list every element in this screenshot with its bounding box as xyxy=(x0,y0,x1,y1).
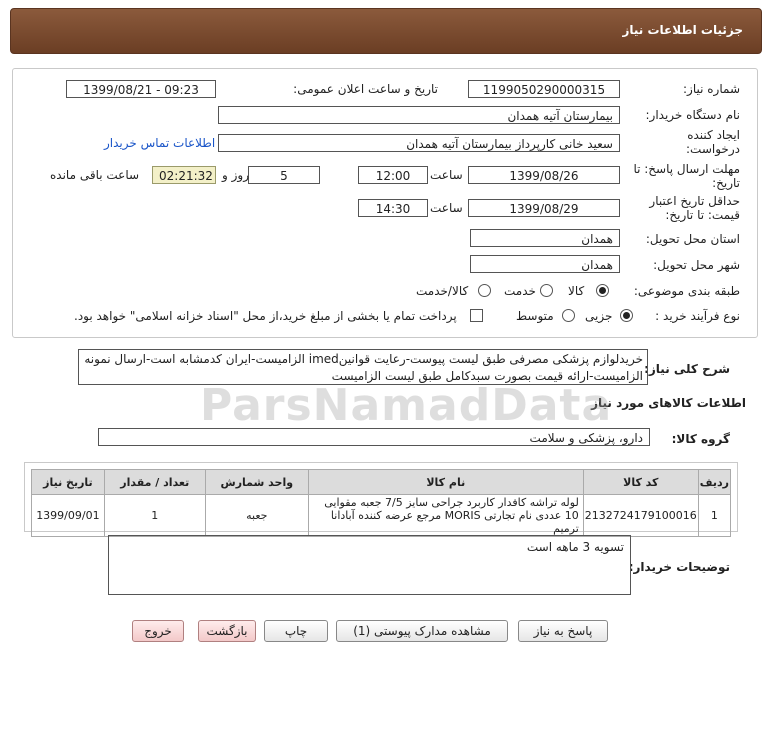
need-number-field: 1199050290000315 xyxy=(468,80,620,98)
back-button[interactable]: بازگشت xyxy=(198,620,256,642)
category-option-goods-service: کالا/خدمت xyxy=(416,284,469,298)
announce-field: 1399/08/21 - 09:23 xyxy=(66,80,216,98)
col-code: کد کالا xyxy=(583,470,698,495)
process-radio-medium[interactable] xyxy=(562,309,575,322)
cell-name: لوله تراشه کافدار کاربرد جراحی سایز 7/5 جعبه مقوایی 10 عددی نام تجارتی MORIS مرجع عرضه کننده آبادانا ترمیم xyxy=(308,495,583,537)
announce-label: تاریخ و ساعت اعلان عمومی: xyxy=(293,82,438,96)
cell-date: 1399/09/01 xyxy=(32,495,105,537)
need-number-label: شماره نیاز: xyxy=(683,82,740,96)
reply-button[interactable]: پاسخ به نیاز xyxy=(518,620,608,642)
page-header xyxy=(10,8,762,54)
watermark-logo: ParsNamadData xyxy=(200,380,613,431)
category-radio-goods[interactable] xyxy=(596,284,609,297)
buyer-contact-link[interactable]: اطلاعات تماس خریدار xyxy=(104,136,216,150)
description-field: خریدلوازم پزشکی مصرفی طبق لیست پیوست-رعایت قوانینimed الزامیست-ایران کدمشابه است-ارسال نمونه الزامیست-ارائه قیمت بصورت سبدکامل طبق لیست الزامیست xyxy=(78,349,648,385)
items-table-panel xyxy=(24,462,738,535)
cell-qty: 1 xyxy=(104,495,205,537)
buyer-org-label: نام دستگاه خریدار: xyxy=(645,108,740,122)
cell-unit: جعبه xyxy=(205,495,308,537)
description-label: شرح کلی نیاز: xyxy=(644,362,730,376)
page-title: جزئیات اطلاعات نیاز xyxy=(622,23,743,37)
validity-time-field: 14:30 xyxy=(358,199,428,217)
deadline-time-field: 12:00 xyxy=(358,166,428,184)
category-option-goods: کالا xyxy=(568,284,585,298)
city-field: همدان xyxy=(470,255,620,273)
treasury-payment-checkbox[interactable] xyxy=(470,309,483,322)
requester-field: سعید خانی کارپرداز بیمارستان آتیه همدان xyxy=(218,134,620,152)
buyer-org-field: بیمارستان آتیه همدان xyxy=(218,106,620,124)
cell-index: 1 xyxy=(698,495,730,537)
category-radio-service[interactable] xyxy=(540,284,553,297)
validity-date-field: 1399/08/29 xyxy=(468,199,620,217)
cell-code: 2132724179100016 xyxy=(583,495,698,537)
process-option-minor: جزیی xyxy=(585,309,613,323)
process-radio-minor[interactable] xyxy=(620,309,633,322)
deadline-label: مهلت ارسال پاسخ: تا تاریخ: xyxy=(633,162,740,190)
validity-time-label: ساعت xyxy=(430,201,463,215)
requester-label: ایجاد کننده درخواست: xyxy=(686,128,740,156)
category-option-service: خدمت xyxy=(504,284,536,298)
process-label: نوع فرآیند خرید : xyxy=(655,309,740,323)
category-radio-goods-service[interactable] xyxy=(478,284,491,297)
col-index: ردیف xyxy=(698,470,730,495)
province-label: استان محل تحویل: xyxy=(645,232,740,246)
deadline-date-field: 1399/08/26 xyxy=(468,166,620,184)
goods-group-label: گروه کالا: xyxy=(671,432,730,446)
notes-field: تسویه 3 ماهه است xyxy=(108,535,631,595)
print-button[interactable]: چاپ xyxy=(264,620,328,642)
col-name: نام کالا xyxy=(308,470,583,495)
treasury-payment-note: پرداخت تمام یا بخشی از مبلغ خرید،از محل "اسناد خزانه اسلامی" خواهد بود. xyxy=(74,309,457,323)
category-label: طبقه بندی موضوعی: xyxy=(633,284,740,298)
notes-label: توضیحات خریدار: xyxy=(628,560,730,574)
table-row xyxy=(32,495,731,537)
remaining-time-field: 02:21:32 xyxy=(152,166,216,184)
days-label: روز و xyxy=(222,168,249,182)
city-label: شهر محل تحویل: xyxy=(653,258,740,272)
col-date: تاریخ نیاز xyxy=(32,470,105,495)
col-unit: واحد شمارش xyxy=(205,470,308,495)
goods-group-field: دارو، پزشکی و سلامت xyxy=(98,428,650,446)
deadline-time-label: ساعت xyxy=(430,168,463,182)
exit-button[interactable]: خروج xyxy=(132,620,184,642)
attachments-button[interactable]: مشاهده مدارک پیوستی (1) xyxy=(336,620,508,642)
goods-section-title: اطلاعات کالاهای مورد نیاز xyxy=(591,396,746,410)
items-table-header xyxy=(32,470,731,495)
validity-label: حداقل تاریخ اعتبار قیمت: تا تاریخ: xyxy=(649,194,740,222)
days-field: 5 xyxy=(248,166,320,184)
process-option-medium: متوسط xyxy=(516,309,554,323)
remaining-time-label: ساعت باقی مانده xyxy=(50,168,140,182)
items-table xyxy=(31,469,731,537)
province-field: همدان xyxy=(470,229,620,247)
col-qty: تعداد / مقدار xyxy=(104,470,205,495)
